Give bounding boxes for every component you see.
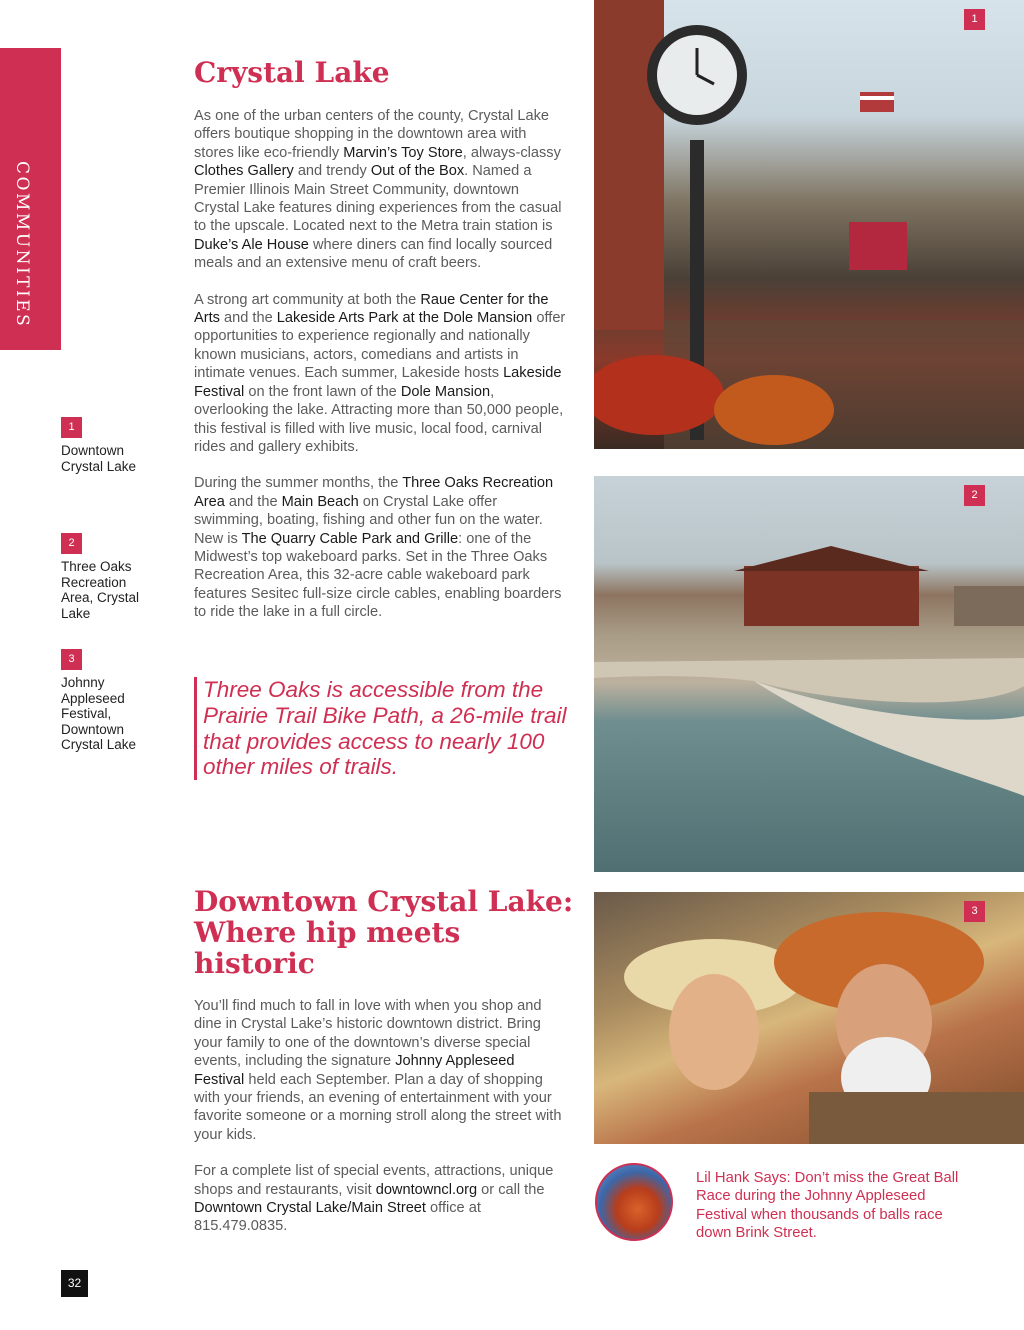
text-run: During the summer months, the	[194, 475, 403, 492]
text-run: and the	[224, 493, 282, 510]
caption-number-badge: 1	[61, 417, 82, 438]
lil-hank-rooster-icon	[595, 1163, 673, 1241]
photo-number-badge: 3	[964, 901, 985, 922]
text-run: where diners can find locally sourced meals and an extensive menu of craft beers.	[194, 236, 553, 272]
text-run: office at 815.479.0835.	[194, 1200, 481, 1235]
photo-caption-1	[61, 417, 151, 474]
organization-name: Downtown Crystal Lake/Main Street	[194, 1200, 426, 1217]
text-run: You’ll find much to fall in love with when you shop and dine in Crystal Lake’s historic downtown district. Bring your family to one of the downtown’s diverse special events, including the signature	[194, 998, 542, 1070]
text-run: : one of the Midwest’s top wakeboard parks. Set in the Three Oaks Recreation Area, this 32-acre cable wakeboard park features Sesitec full-size circle cables, enabling boarders to ride the lake in a full circle.	[194, 530, 562, 621]
caption-number-badge: 3	[61, 649, 82, 670]
section1-body	[194, 107, 566, 640]
text-run: As one of the urban centers of the county, Crystal Lake offers boutique shopping in the downtown area with stores like eco-friendly	[194, 108, 550, 161]
paragraph	[194, 474, 566, 621]
website-link[interactable]: downtowncl.org	[375, 1181, 478, 1198]
photo-three-oaks	[594, 476, 1024, 872]
business-name: Out of the Box	[370, 163, 465, 180]
text-run: , overlooking the lake. Attracting more than 50,000 people, this festival is filled with live music, local food, carnival rides and gallery exhibits.	[194, 383, 564, 455]
photo-caption-2	[61, 533, 151, 621]
venue-name: Raue Center for the Arts	[194, 291, 549, 327]
business-name: Marvin’s Toy Store	[343, 144, 463, 161]
paragraph	[194, 997, 566, 1144]
business-name: Clothes Gallery	[194, 163, 294, 180]
text-run: on Crystal Lake offer swimming, boating, fishing and other fun on the water. New is	[194, 493, 543, 547]
caption-text: Three Oaks Recreation Area, Crystal Lake	[61, 559, 140, 621]
caption-number-badge: 2	[61, 533, 82, 554]
pull-quote: Three Oaks is accessible from the Prairie Trail Bike Path, a 26-mile trail that provides access to nearly 100 other miles of trails.	[194, 677, 583, 780]
page-number: 32	[61, 1270, 88, 1297]
text-run: on the front lawn of the	[244, 383, 401, 400]
caption-text: Johnny Appleseed Festival, Downtown Crystal Lake	[61, 675, 137, 752]
event-name: Johnny Appleseed Festival	[194, 1053, 515, 1088]
paragraph	[194, 1162, 566, 1236]
photo-downtown-clock	[594, 0, 1024, 449]
section2-body	[194, 997, 566, 1254]
text-run: held each September. Plan a day of shopping with your friends, an evening of entertainment with your favorite someone or a morning stroll along the street with your kids.	[194, 1071, 562, 1143]
text-run: and the	[219, 310, 277, 327]
text-run: A strong art community at both the	[194, 291, 421, 308]
text-run: or call the	[477, 1181, 545, 1198]
business-name: Duke’s Ale House	[194, 236, 309, 253]
venue-name: Lakeside Arts Park at the Dole Mansion	[276, 310, 533, 327]
venue-name: Main Beach	[281, 493, 359, 510]
venue-name: Dole Mansion	[400, 383, 491, 400]
paragraph	[194, 107, 566, 273]
text-run: For a complete list of special events, attractions, unique shops and restaurants, visit	[194, 1163, 554, 1198]
photo-number-badge: 1	[964, 9, 985, 30]
venue-name: The Quarry Cable Park and Grille	[241, 530, 459, 547]
lake-scene-illustration	[594, 476, 1024, 872]
clock-scene-illustration	[594, 0, 1024, 449]
text-run: , always-classy	[462, 144, 561, 161]
side-tab-label: COMMUNITIES	[12, 161, 32, 329]
section-title-crystal-lake: Crystal Lake	[194, 56, 390, 89]
photo-johnny-appleseed	[594, 892, 1024, 1144]
photo-caption-3	[61, 649, 151, 753]
paragraph	[194, 291, 566, 457]
text-run: and trendy	[293, 163, 371, 180]
festival-portrait-illustration	[594, 892, 1024, 1144]
lil-hank-tip: Lil Hank Says: Don’t miss the Great Ball Race during the Johnny Appleseed Festival when thousands of balls race down Brink Street.	[696, 1170, 959, 1242]
venue-name: Three Oaks Recreation Area	[194, 475, 554, 510]
section-title-downtown: Downtown Crystal Lake: Where hip meets historic	[194, 885, 574, 980]
text-run: . Named a Premier Illinois Main Street Community, downtown Crystal Lake features dining experiences from the casual to the upscale. Located next to the Metra train station is	[194, 163, 562, 235]
photo-number-badge: 2	[964, 485, 985, 506]
caption-text: Downtown Crystal Lake	[61, 443, 137, 474]
text-run: offer opportunities to experience regionally and nationally known musicians, actors, comedians and artists in intimate venues. Each summer, Lakeside hosts	[194, 310, 566, 382]
section-side-tab	[0, 48, 61, 350]
event-name: Lakeside Festival	[194, 365, 562, 400]
